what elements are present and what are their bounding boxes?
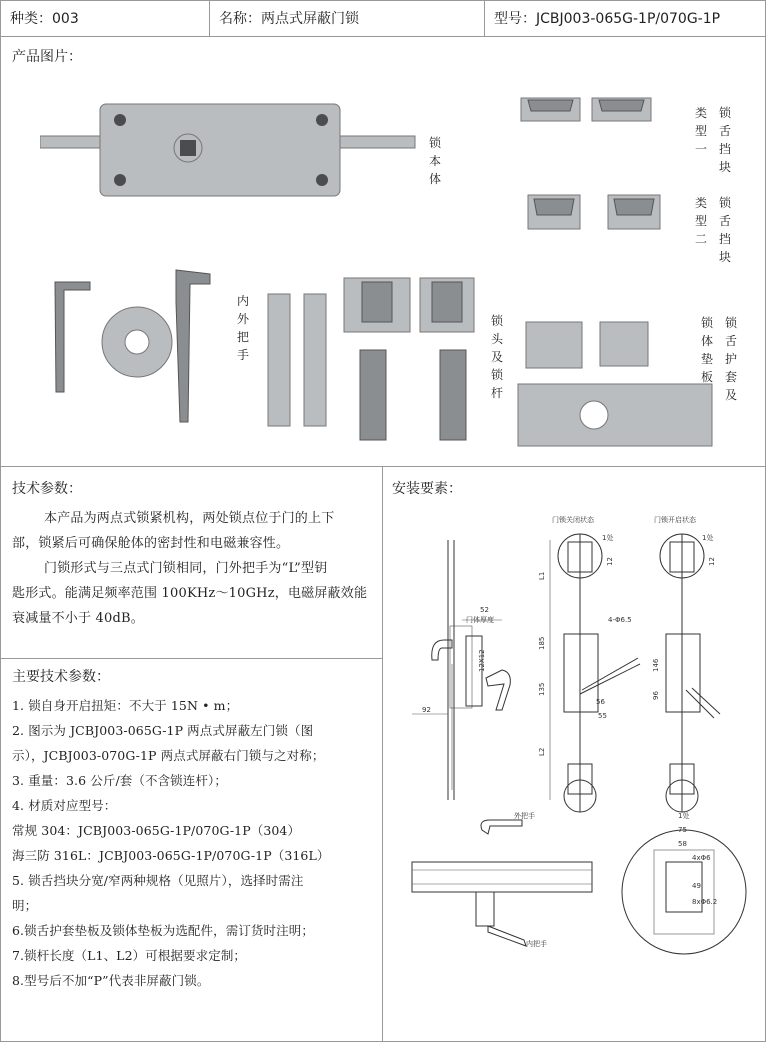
label-type2: 类型二 bbox=[694, 196, 707, 246]
tech-para2-line2: 匙形式。能满足频率范围 100KHz～10GHz，电磁屏蔽效能 bbox=[12, 586, 368, 601]
tech-para1-line1: 本产品为两点式锁紧机构，两处锁点位于门的上下 bbox=[44, 511, 335, 526]
label-open: 门锁开启状态 bbox=[654, 516, 696, 524]
dim-12b: 12 bbox=[708, 557, 716, 566]
param-item-5b: 明； bbox=[12, 898, 38, 913]
param-item-4a: 常规 304：JCBJ003-065G-1P/070G-1P（304） bbox=[12, 823, 301, 838]
dim-12a: 12 bbox=[606, 557, 614, 566]
dim-185: 185 bbox=[538, 636, 546, 650]
strike-type2-image bbox=[526, 193, 666, 233]
dim-56: 56 bbox=[596, 698, 605, 706]
handles-image bbox=[40, 262, 230, 442]
dim-L1: L1 bbox=[538, 571, 546, 580]
param-item-5: 5. 锁舌挡块分宽/窄两种规格（见照片），选择时需注 bbox=[12, 873, 304, 888]
label-type1: 类型一 bbox=[694, 106, 707, 156]
param-item-4b: 海三防 316L：JCBJ003-065G-1P/070G-1P（316L） bbox=[12, 848, 330, 863]
border-photo-bottom bbox=[0, 466, 766, 467]
border-header-bottom bbox=[0, 36, 766, 37]
label-lock-head-rod: 锁头及锁杆 bbox=[490, 314, 503, 400]
border-header-1 bbox=[209, 0, 210, 36]
lock-body-image bbox=[40, 96, 420, 206]
border-header-2 bbox=[484, 0, 485, 36]
dim-135: 135 bbox=[538, 682, 546, 696]
dim-4x: 4xΦ6 bbox=[692, 854, 711, 862]
label-handles: 内外把手 bbox=[236, 294, 249, 362]
header-model: 型号：JCBJ003-065G-1P/070G-1P bbox=[484, 0, 766, 36]
dim-12x12: 12X12 bbox=[478, 649, 486, 672]
label-place2: 1处 bbox=[702, 534, 714, 542]
label-strike1: 锁舌挡块 bbox=[718, 106, 731, 174]
tech-para2-line1: 门锁形式与三点式门锁相同，门外把手为“L”型钥 bbox=[44, 561, 328, 576]
label-place1: 1处 bbox=[602, 534, 614, 542]
strike-type1-image bbox=[518, 96, 658, 126]
tech-para2-line3: 衰减量不小于 40dB。 bbox=[12, 611, 144, 626]
border-top bbox=[0, 0, 766, 1]
param-item-3: 3. 重量：3.6 公斤/套（不含锁连杆）； bbox=[12, 773, 227, 788]
border-tech-bottom bbox=[0, 658, 382, 659]
lock-heads-image bbox=[340, 272, 480, 452]
label-lock-body: 锁本体 bbox=[428, 136, 441, 186]
header-kind: 种类：003 bbox=[0, 0, 209, 36]
label-closed: 门锁关闭状态 bbox=[552, 516, 594, 524]
label-outer-handle: 外把手 bbox=[514, 812, 535, 820]
dim-55: 55 bbox=[598, 712, 607, 720]
rods-image bbox=[262, 290, 342, 430]
plates-image bbox=[516, 316, 716, 452]
border-mid bbox=[382, 466, 383, 1042]
dim-4x6: 4-Φ6.5 bbox=[608, 616, 632, 624]
tech-para1-line2: 部，锁紧后可确保舱体的密封性和电磁兼容性。 bbox=[12, 536, 290, 551]
installation-drawing bbox=[392, 500, 762, 1030]
label-door-thickness: 门体厚度 bbox=[466, 616, 494, 624]
dim-146: 146 bbox=[652, 658, 660, 672]
label-plates: 锁体垫板 bbox=[700, 316, 713, 384]
dim-96: 96 bbox=[652, 691, 660, 700]
dim-75: 75 bbox=[678, 826, 687, 834]
dim-49: 49 bbox=[692, 882, 701, 890]
param-item-7: 7.锁杆长度（L1、L2）可根据要求定制； bbox=[12, 948, 247, 963]
label-inner-handle: 内把手 bbox=[526, 940, 547, 948]
install-section-title: 安装要素： bbox=[392, 481, 462, 497]
param-item-2b: 示），JCBJ003-070G-1P 两点式屏蔽右门锁与之对称； bbox=[12, 748, 325, 763]
param-item-6: 6.锁舌护套垫板及锁体垫板为选配件，需订货时注明； bbox=[12, 923, 314, 938]
param-item-1: 1. 锁自身开启扭矩：不大于 15N • m； bbox=[12, 698, 239, 713]
photo-section-title: 产品图片： bbox=[12, 49, 82, 65]
dim-52: 52 bbox=[480, 606, 489, 614]
label-guard: 锁舌护套及 bbox=[724, 316, 737, 402]
header-name: 名称：两点式屏蔽门锁 bbox=[209, 0, 484, 36]
param-item-8: 8.型号后不加“P”代表非屏蔽门锁。 bbox=[12, 973, 210, 988]
dim-L2: L2 bbox=[538, 747, 546, 756]
tech-section-title: 技术参数： bbox=[12, 481, 82, 497]
main-params-title: 主要技术参数： bbox=[12, 669, 110, 685]
dim-8x: 8xΦ6.2 bbox=[692, 898, 718, 906]
dim-58: 58 bbox=[678, 840, 687, 848]
param-item-4: 4. 材质对应型号： bbox=[12, 798, 117, 813]
label-place3: 1处 bbox=[678, 812, 690, 820]
param-item-2: 2. 图示为 JCBJ003-065G-1P 两点式屏蔽左门锁（图 bbox=[12, 723, 314, 738]
label-strike2: 锁舌挡块 bbox=[718, 196, 731, 264]
dim-92: 92 bbox=[422, 706, 431, 714]
border-left bbox=[0, 0, 1, 1042]
